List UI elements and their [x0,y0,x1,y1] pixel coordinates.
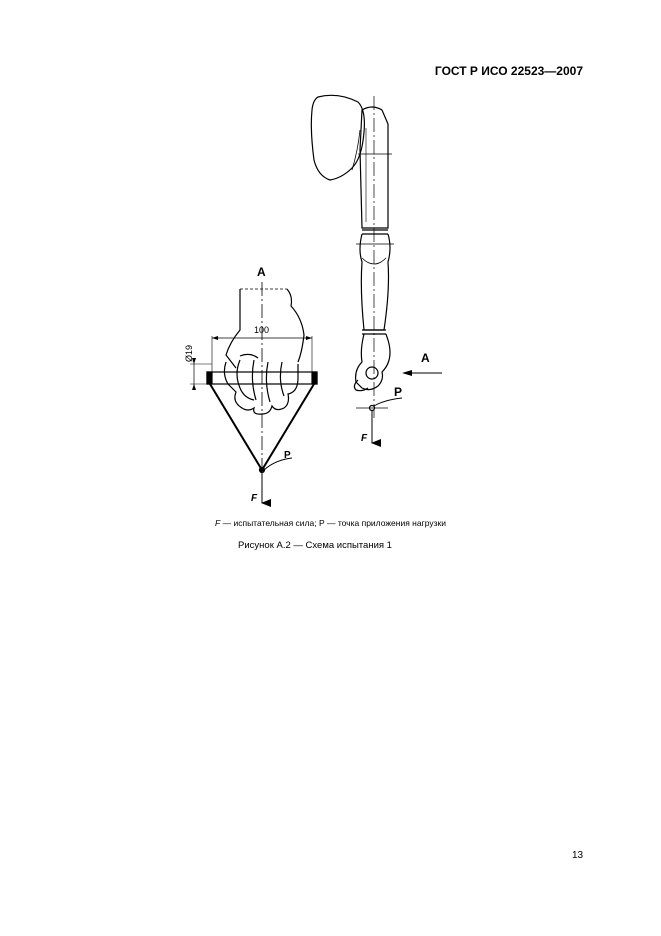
standard-header: ГОСТ Р ИСО 22523—2007 [434,64,583,78]
legend-text: — испытательная сила; Р — точка приложения нагрузки [220,518,446,528]
forearm [360,234,390,330]
view-arrow-label: А [421,351,430,365]
right-view [311,95,442,444]
width-dimension-label: 100 [254,325,270,335]
load-point-left [260,468,265,473]
shoulder-cap [311,95,364,180]
force-label-right: F [361,433,368,444]
force-label-left: F [251,493,258,504]
left-view-label: А [257,265,266,279]
sling-left [210,384,262,470]
left-view [184,265,317,504]
legend-force-symbol: F [215,518,221,528]
load-point-left-label: Р [284,450,291,461]
page-number: 13 [572,850,584,861]
figure-legend [0,518,661,528]
fingers [224,362,298,414]
diameter-dimension-label: Ø19 [184,344,194,362]
hand-side [356,334,390,390]
load-point-right-label: Р [394,385,403,399]
figure-caption: Рисунок А.2 — Схема испытания 1 [238,540,392,551]
handle-cross-section [366,367,378,379]
